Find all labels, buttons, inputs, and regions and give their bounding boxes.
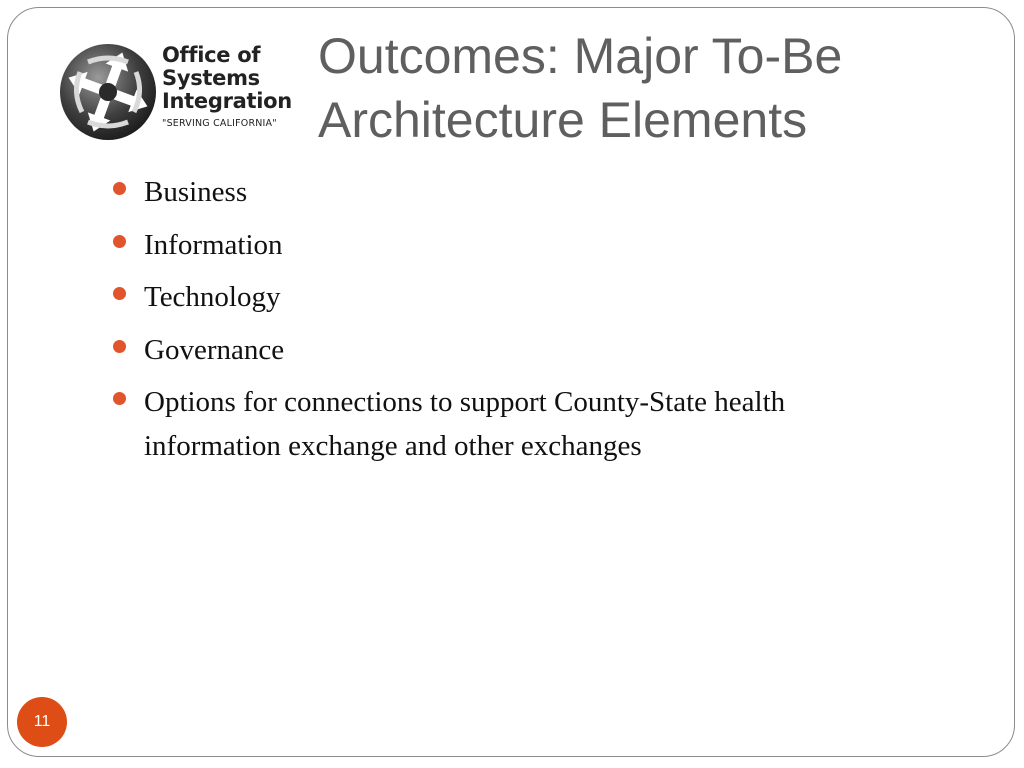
bullet-item <box>111 380 911 468</box>
slide-title <box>318 24 842 152</box>
logo-line-2: Systems <box>162 66 260 90</box>
bullet-item <box>111 223 911 267</box>
logo-wordmark <box>162 44 292 129</box>
bullet-text: Information <box>144 228 283 261</box>
bullet-item <box>111 170 911 214</box>
logo-tagline: "SERVING CALIFORNIA" <box>162 118 277 129</box>
bullet-text: Options for connections to support County-State health information exchange and other exchanges <box>144 386 786 462</box>
bullet-list <box>111 170 911 477</box>
slide-title-line-2: Architecture Elements <box>318 92 808 148</box>
bullet-text: Technology <box>144 281 281 313</box>
bullet-text: Business <box>144 176 248 208</box>
bullet-dot-icon <box>113 287 126 300</box>
logo-line-3: Integration <box>162 89 292 113</box>
arrows-circle-logo-icon <box>58 42 158 142</box>
office-of-systems-integration-logo <box>58 40 306 144</box>
bullet-item <box>111 275 911 319</box>
bullet-item <box>111 328 911 372</box>
slide-title-line-1: Outcomes: Major To-Be <box>318 28 843 84</box>
page-number-badge: 11 <box>17 697 67 747</box>
bullet-text: Governance <box>144 333 285 366</box>
bullet-dot-icon <box>113 392 126 405</box>
bullet-dot-icon <box>113 182 126 195</box>
logo-line-1: Office of <box>162 43 261 67</box>
bullet-dot-icon <box>113 340 126 353</box>
bullet-dot-icon <box>113 235 126 248</box>
